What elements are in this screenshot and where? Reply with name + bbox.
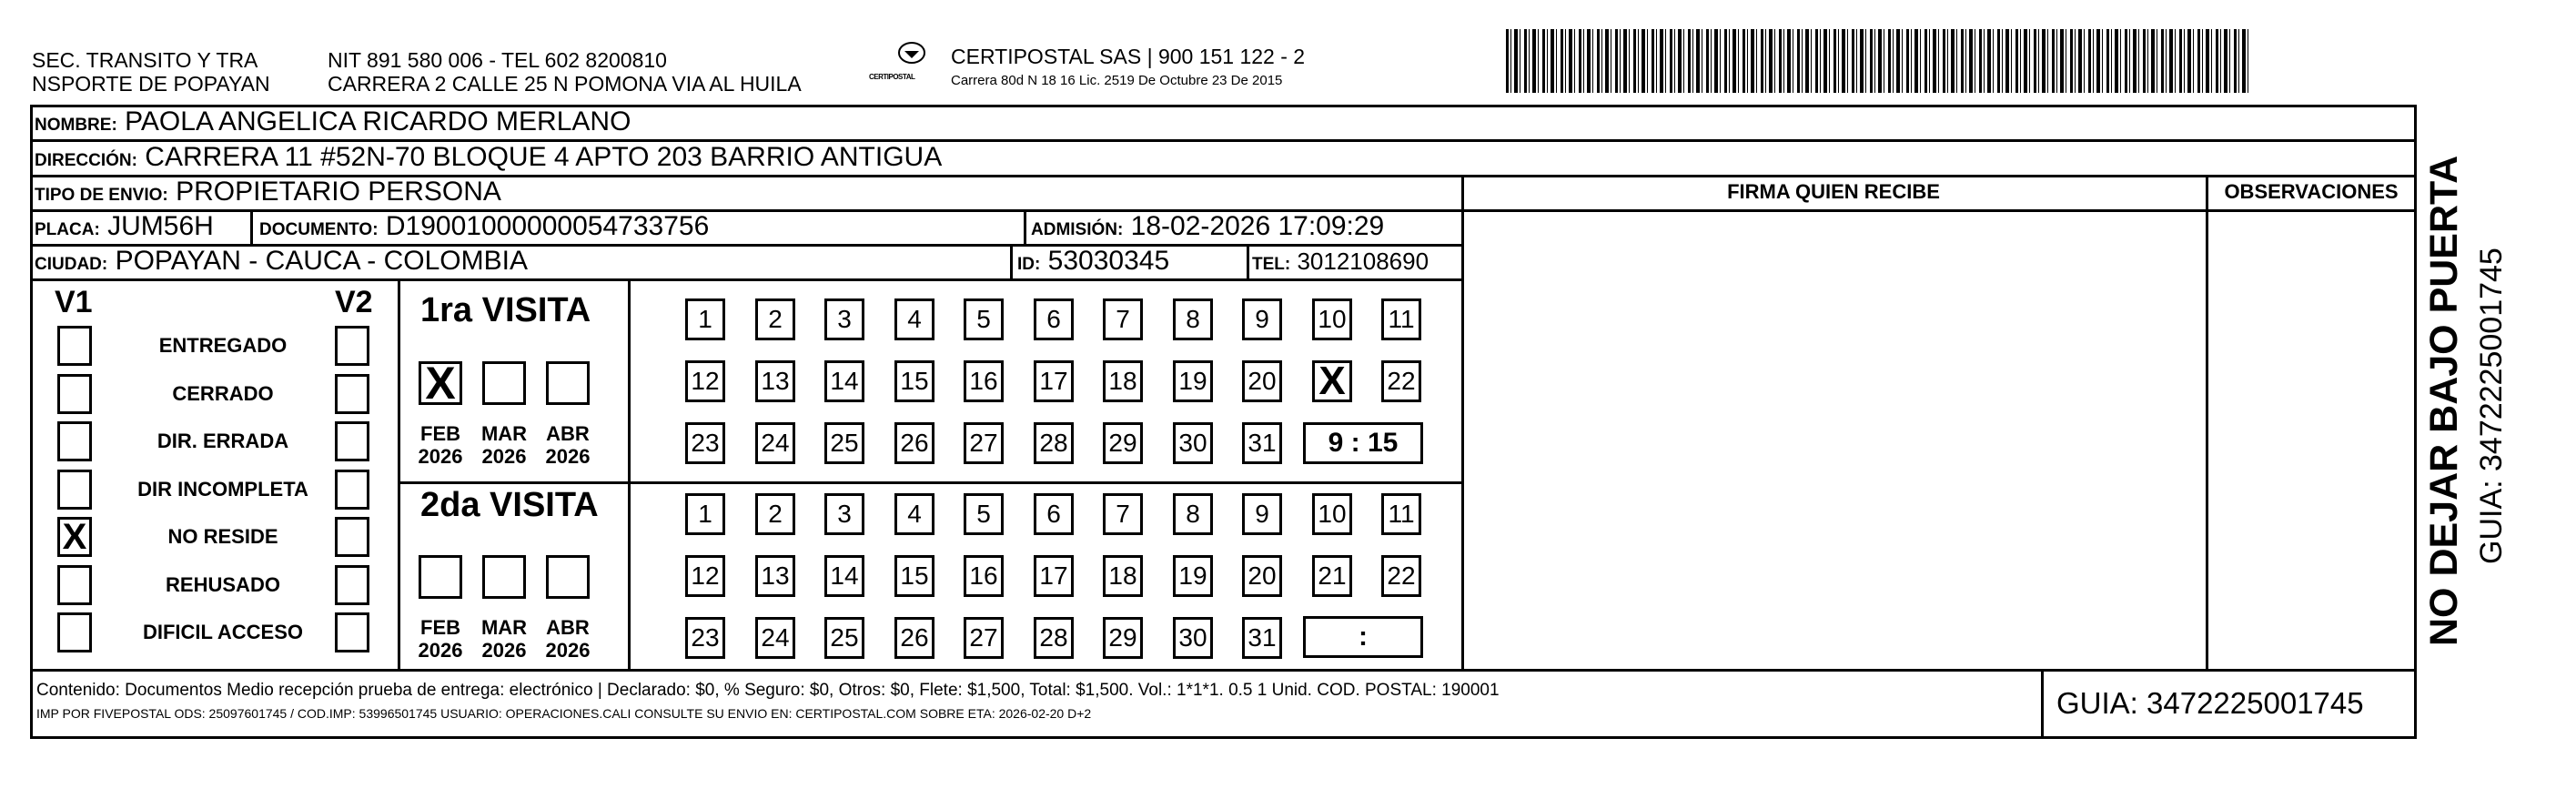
visit1-column-label: V1 <box>55 285 93 319</box>
sender-address: CARRERA 2 CALLE 25 N POMONA VIA AL HUILA <box>328 72 802 96</box>
v1-no-reside-checkbox[interactable]: X <box>57 517 92 557</box>
certipostal-logo-text: CERTIPOSTAL <box>869 73 915 81</box>
visit2-day-2-box[interactable]: 2 <box>755 493 795 535</box>
phone-cell <box>1252 243 1429 283</box>
visit1-day-10-box[interactable]: 10 <box>1312 298 1352 340</box>
visit1-year-label: 2026 <box>418 445 463 468</box>
visit1-year-label: 2026 <box>481 445 527 468</box>
visit1-day-12-box[interactable]: 12 <box>685 360 725 402</box>
visit1-day-23-box[interactable]: 23 <box>685 422 725 464</box>
visit1-day-8-box[interactable]: 8 <box>1173 298 1213 340</box>
print-details: IMP POR FIVEPOSTAL ODS: 25097601745 / COD.IMP: 53996501745 USUARIO: OPERACIONES.CALI CONSULTE SU ENVIO EN: CERTIPOSTAL.COM SOBRE ETA: 2026-02-20 D+2 <box>36 706 1092 721</box>
visit2-day-24-box[interactable]: 24 <box>755 617 795 659</box>
first-visit-title: 1ra VISITA <box>420 291 591 329</box>
tracking-barcode <box>1506 29 2252 93</box>
status-entregado-label: ENTREGADO <box>158 334 288 357</box>
recipient-address: CARRERA 11 #52N-70 BLOQUE 4 APTO 203 BARRIO ANTIGUA <box>145 142 943 172</box>
shipment-type: PROPIETARIO PERSONA <box>176 177 501 207</box>
visit2-month-abr-label: ABR <box>546 616 590 639</box>
visit2-day-16-box[interactable]: 16 <box>964 555 1004 597</box>
name-label: NOMBRE: <box>35 116 117 135</box>
visit1-day-15-box[interactable]: 15 <box>894 360 934 402</box>
visit2-month-feb-label: FEB <box>420 616 460 639</box>
visit1-day-3-box[interactable]: 3 <box>824 298 864 340</box>
visit1-day-31-box[interactable]: 31 <box>1242 422 1282 464</box>
city: POPAYAN - CAUCA - COLOMBIA <box>115 246 528 276</box>
visit2-day-23-box[interactable]: 23 <box>685 617 725 659</box>
visit1-day-6-box[interactable]: 6 <box>1034 298 1074 340</box>
visit2-day-18-box[interactable]: 18 <box>1103 555 1143 597</box>
visit2-month-mar-checkbox[interactable] <box>482 555 526 599</box>
city-label: CIUDAD: <box>35 255 108 274</box>
v1-dir-errada-checkbox[interactable] <box>57 421 92 461</box>
visit1-day-14-box[interactable]: 14 <box>824 360 864 402</box>
visit2-month-mar-label: MAR <box>480 616 528 639</box>
visit2-column-label: V2 <box>335 285 373 319</box>
observations-column-header: OBSERVACIONES <box>2224 180 2399 203</box>
visit1-day-16-box[interactable]: 16 <box>964 360 1004 402</box>
visit2-day-8-box[interactable]: 8 <box>1173 493 1213 535</box>
visit1-day-17-box[interactable]: 17 <box>1034 360 1074 402</box>
visit2-day-3-box[interactable]: 3 <box>824 493 864 535</box>
visit1-month-mar-checkbox[interactable] <box>482 361 526 405</box>
status-dir-errada-label: DIR. ERRADA <box>157 430 289 452</box>
visit2-day-13-box[interactable]: 13 <box>755 555 795 597</box>
v2-rehusado-checkbox[interactable] <box>335 565 369 605</box>
visit1-month-abr-checkbox[interactable] <box>546 361 590 405</box>
visit1-day-20-box[interactable]: 20 <box>1242 360 1282 402</box>
visit1-day-22-box[interactable]: 22 <box>1381 360 1421 402</box>
sender-nit: NIT 891 580 006 - TEL 602 8200810 <box>328 48 667 72</box>
visit1-day-19-box[interactable]: 19 <box>1173 360 1213 402</box>
visit1-month-abr-label: ABR <box>546 422 590 445</box>
visit2-day-17-box[interactable]: 17 <box>1034 555 1074 597</box>
v1-cerrado-checkbox[interactable] <box>57 374 92 414</box>
plate-label: PLACA: <box>35 220 100 239</box>
visit1-day-5-box[interactable]: 5 <box>964 298 1004 340</box>
visit1-month-mar-label: MAR <box>480 422 528 445</box>
visit2-month-abr-checkbox[interactable] <box>546 555 590 599</box>
signature-column-header: FIRMA QUIEN RECIBE <box>1727 180 1940 203</box>
visit2-day-25-box[interactable]: 25 <box>824 617 864 659</box>
visit2-day-21-box[interactable]: 21 <box>1312 555 1352 597</box>
visit2-year-label: 2026 <box>481 639 527 662</box>
v2-cerrado-checkbox[interactable] <box>335 374 369 414</box>
status-dir-incompleta-label: DIR INCOMPLETA <box>137 478 308 501</box>
address-label: DIRECCIÓN: <box>35 151 137 170</box>
visit1-month-feb-checkbox[interactable]: X <box>419 361 462 405</box>
visit2-year-label: 2026 <box>418 639 463 662</box>
document-label: DOCUMENTO: <box>259 220 379 239</box>
footer-tracking-number: GUIA: 3472225001745 <box>2056 686 2364 720</box>
sender-name-line1: SEC. TRANSITO Y TRA <box>32 48 258 72</box>
visit2-day-29-box[interactable]: 29 <box>1103 617 1143 659</box>
v2-dificil-acceso-checkbox[interactable] <box>335 612 369 652</box>
visit1-day-26-box[interactable]: 26 <box>894 422 934 464</box>
company-info: CERTIPOSTAL SAS | 900 151 122 - 2 <box>951 45 1306 68</box>
id-label: ID: <box>1017 255 1041 274</box>
second-visit-time[interactable]: : <box>1303 616 1423 658</box>
visit2-day-28-box[interactable]: 28 <box>1034 617 1074 659</box>
v2-no-reside-checkbox[interactable] <box>335 517 369 557</box>
visit2-day-30-box[interactable]: 30 <box>1173 617 1213 659</box>
admission-datetime: 18-02-2026 17:09:29 <box>1130 211 1385 241</box>
visit2-month-feb-checkbox[interactable] <box>419 555 462 599</box>
status-no-reside-label: NO RESIDE <box>167 525 278 548</box>
visit1-day-2-box[interactable]: 2 <box>755 298 795 340</box>
visit2-day-15-box[interactable]: 15 <box>894 555 934 597</box>
certipostal-logo <box>896 40 927 71</box>
visit2-day-12-box[interactable]: 12 <box>685 555 725 597</box>
visit2-day-9-box[interactable]: 9 <box>1242 493 1282 535</box>
visit2-day-7-box[interactable]: 7 <box>1103 493 1143 535</box>
city-cell <box>35 243 528 283</box>
visit2-day-5-box[interactable]: 5 <box>964 493 1004 535</box>
recipient-id: 53030345 <box>1047 246 1170 276</box>
visit2-day-27-box[interactable]: 27 <box>964 617 1004 659</box>
recipient-phone: 3012108690 <box>1297 248 1429 275</box>
visit1-day-11-box[interactable]: 11 <box>1381 298 1421 340</box>
visit2-day-14-box[interactable]: 14 <box>824 555 864 597</box>
first-visit-time[interactable]: 9 : 15 <box>1303 422 1423 464</box>
content-details: Contenido: Documentos Medio recepción prueba de entrega: electrónico | Declarado: $0, % Seguro: $0, Otros: $0, Flete: $1,500, Total: $1,500. Vol.: 1*1*1. 0.5 1 Unid. COD. POSTAL: 190001 <box>36 681 1500 700</box>
status-rehusado-label: REHUSADO <box>166 573 280 596</box>
visit1-day-18-box[interactable]: 18 <box>1103 360 1143 402</box>
do-not-leave-warning: NO DEJAR BAJO PUERTA <box>2422 155 2466 646</box>
visit1-year-label: 2026 <box>545 445 591 468</box>
visit1-day-21-box[interactable]: X <box>1312 360 1352 402</box>
visit2-day-10-box[interactable]: 10 <box>1312 493 1352 535</box>
visit2-year-label: 2026 <box>545 639 591 662</box>
v1-entregado-checkbox[interactable] <box>57 326 92 366</box>
visit1-day-27-box[interactable]: 27 <box>964 422 1004 464</box>
v2-dir-errada-checkbox[interactable] <box>335 421 369 461</box>
visit1-day-29-box[interactable]: 29 <box>1103 422 1143 464</box>
visit2-day-4-box[interactable]: 4 <box>894 493 934 535</box>
second-visit-title: 2da VISITA <box>420 486 599 524</box>
visit1-day-28-box[interactable]: 28 <box>1034 422 1074 464</box>
phone-label: TEL: <box>1252 255 1291 274</box>
visit2-day-1-box[interactable]: 1 <box>685 493 725 535</box>
visit1-day-9-box[interactable]: 9 <box>1242 298 1282 340</box>
recipient-name: PAOLA ANGELICA RICARDO MERLANO <box>125 106 631 137</box>
id-cell <box>1017 243 1169 283</box>
v2-dir-incompleta-checkbox[interactable] <box>335 470 369 510</box>
status-cerrado-label: CERRADO <box>172 382 274 405</box>
company-license: Carrera 80d N 18 16 Lic. 2519 De Octubre 23 De 2015 <box>951 73 1283 88</box>
v1-dir-incompleta-checkbox[interactable] <box>57 470 92 510</box>
visit1-day-4-box[interactable]: 4 <box>894 298 934 340</box>
document-number: D19001000000054733756 <box>385 211 710 241</box>
visit1-day-24-box[interactable]: 24 <box>755 422 795 464</box>
name-row <box>35 104 631 144</box>
v2-entregado-checkbox[interactable] <box>335 326 369 366</box>
v1-rehusado-checkbox[interactable] <box>57 565 92 605</box>
side-tracking-number: GUIA: 3472225001745 <box>2474 248 2509 564</box>
shipment-type-label: TIPO DE ENVIO: <box>35 186 168 205</box>
admission-label: ADMISIÓN: <box>1031 220 1124 239</box>
visit2-day-20-box[interactable]: 20 <box>1242 555 1282 597</box>
visit1-day-25-box[interactable]: 25 <box>824 422 864 464</box>
visit1-month-feb-label: FEB <box>420 422 460 445</box>
visit2-day-26-box[interactable]: 26 <box>894 617 934 659</box>
v1-dificil-acceso-checkbox[interactable] <box>57 612 92 652</box>
visit2-day-6-box[interactable]: 6 <box>1034 493 1074 535</box>
visit1-day-1-box[interactable]: 1 <box>685 298 725 340</box>
sender-name-line2: NSPORTE DE POPAYAN <box>32 72 270 96</box>
visit2-day-31-box[interactable]: 31 <box>1242 617 1282 659</box>
plate-number: JUM56H <box>107 211 214 241</box>
visit2-day-22-box[interactable]: 22 <box>1381 555 1421 597</box>
status-dificil-acceso-label: DIFICIL ACCESO <box>142 621 303 643</box>
visit1-day-7-box[interactable]: 7 <box>1103 298 1143 340</box>
visit2-day-11-box[interactable]: 11 <box>1381 493 1421 535</box>
visit1-day-30-box[interactable]: 30 <box>1173 422 1213 464</box>
visit2-day-19-box[interactable]: 19 <box>1173 555 1213 597</box>
visit1-day-13-box[interactable]: 13 <box>755 360 795 402</box>
